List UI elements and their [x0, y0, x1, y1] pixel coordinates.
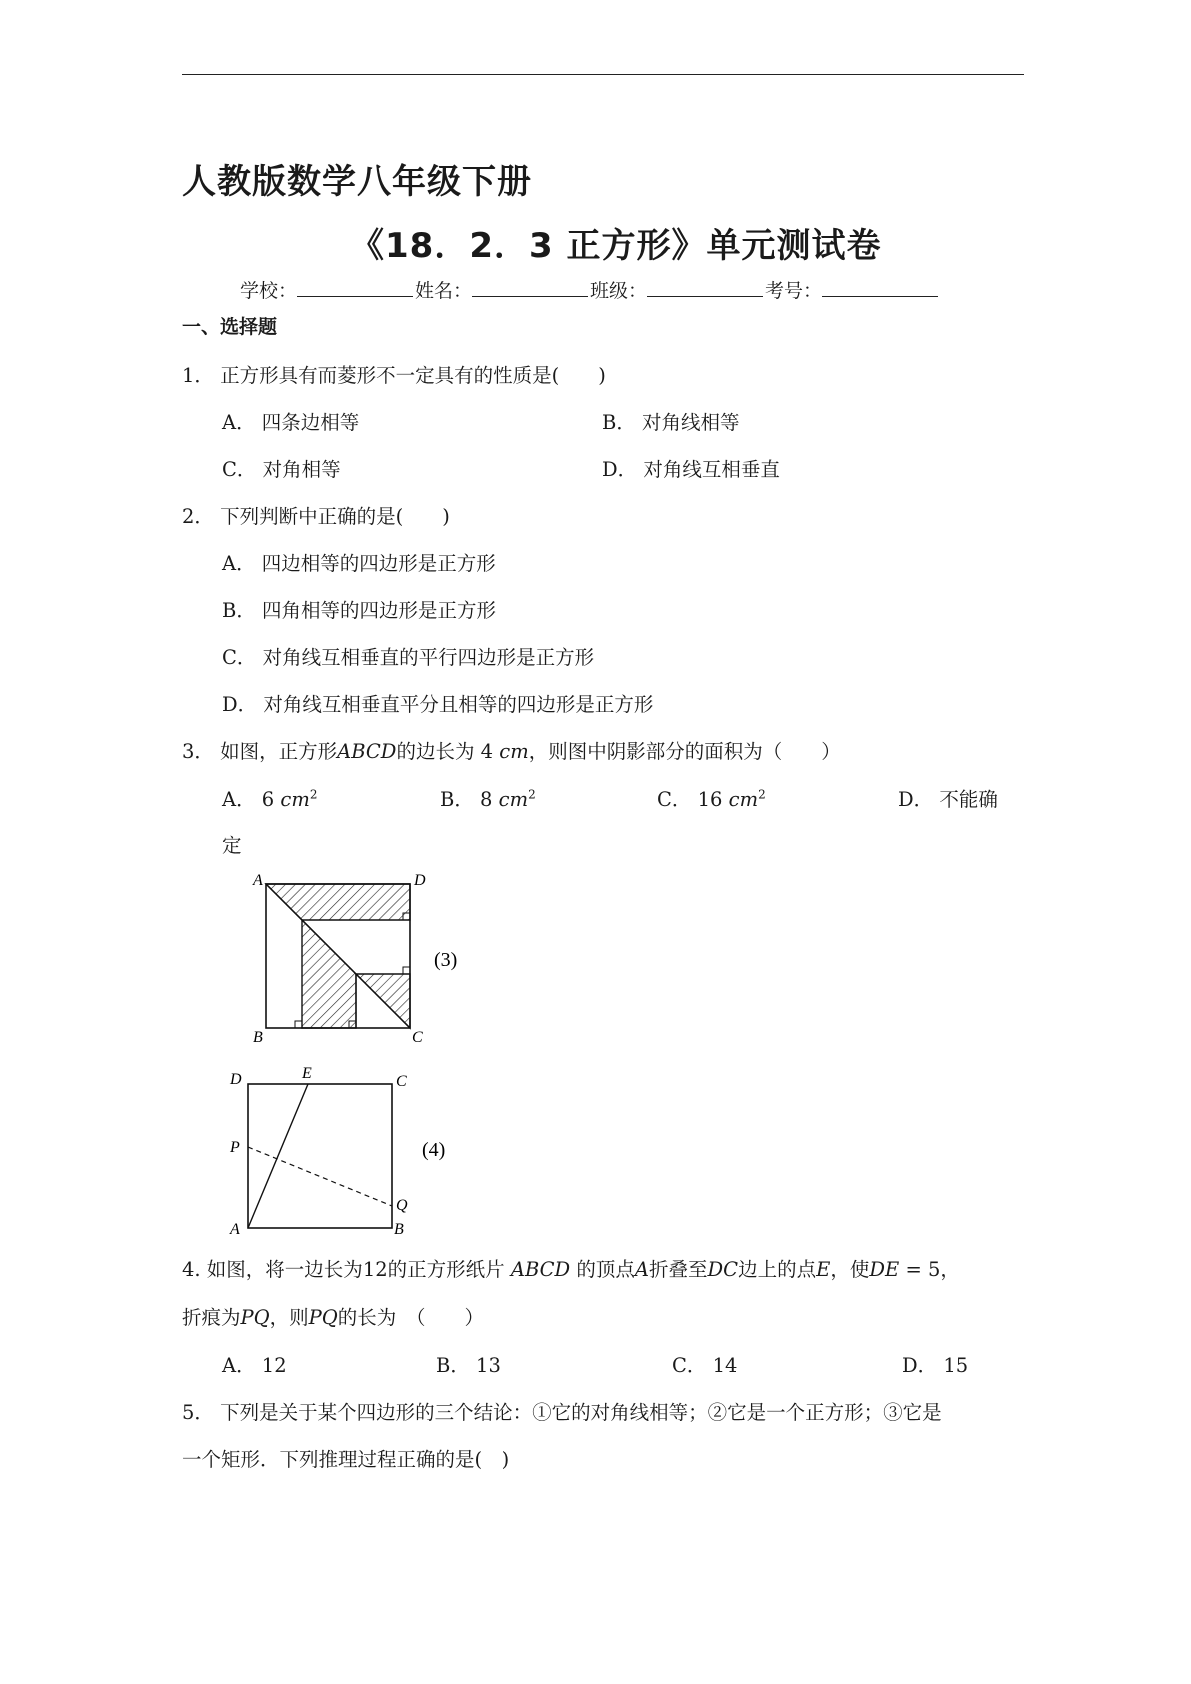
fig3-caption: (3) — [434, 949, 458, 971]
q4-text-1: 4. 如图，将一边长为 — [182, 1258, 363, 1281]
page-title: 人教版数学八年级下册 — [182, 162, 532, 202]
q1-option-b: B． 对角线相等 — [602, 411, 740, 434]
q1-option-c: C． 对角相等 — [222, 458, 341, 481]
q4-option-a-val: 12 — [261, 1354, 287, 1377]
q5-stem-line2: 一个矩形．下列推理过程正确的是( ) — [182, 1448, 510, 1471]
q4-text-6: ，使 — [830, 1258, 870, 1281]
q3-option-c-num: 16 — [697, 788, 723, 811]
page-subtitle: 《18．2．3 正方形》单元测试卷 — [350, 226, 882, 266]
q4-point-a: A — [634, 1258, 650, 1281]
q3-option-a-num: 6 — [261, 788, 275, 811]
q4-dc: DC — [707, 1258, 739, 1281]
q4-text-2: 的正方形纸片 — [387, 1258, 505, 1281]
fig4-label-b: B — [394, 1221, 404, 1238]
q4-pq-2: PQ — [308, 1306, 338, 1329]
fig3-label-c: C — [412, 1029, 423, 1046]
q3-option-b-unit: cm — [498, 788, 529, 811]
q4-option-a-label: A． — [222, 1354, 256, 1377]
q4-option-c-label: C． — [672, 1354, 707, 1377]
q3-stem — [182, 736, 841, 764]
fig4-label-a: A — [230, 1221, 240, 1238]
q4-option-c — [672, 1350, 737, 1378]
q1-option-d: D． 对角线互相垂直 — [602, 458, 780, 481]
section-heading: 一、选择题 — [182, 316, 278, 338]
q4-text-7: 折痕为 — [182, 1306, 241, 1329]
q3-option-c-sup: 2 — [758, 787, 766, 802]
q3-option-b-label: B． — [440, 788, 474, 811]
figure-4 — [222, 1062, 462, 1238]
q4-option-a — [222, 1350, 287, 1378]
q4-text-4: 折叠至 — [649, 1258, 708, 1281]
exam-no-label: 考号： — [765, 280, 823, 302]
fig3-label-b: B — [253, 1029, 263, 1046]
q3-option-b-num: 8 — [480, 788, 493, 811]
q5-stem-line1: 5． 下列是关于某个四边形的三个结论：①它的对角线相等；②它是一个正方形；③它是 — [182, 1401, 942, 1424]
q4-stem-line2 — [182, 1302, 484, 1330]
fig4-label-c: C — [396, 1073, 407, 1090]
q2-option-d: D． 对角线互相垂直平分且相等的四边形是正方形 — [222, 693, 654, 716]
q3-side-num: 4 — [480, 740, 494, 763]
fig3-label-d: D — [414, 872, 426, 889]
fig4-label-e: E — [302, 1065, 312, 1082]
q4-abcd: ABCD — [510, 1258, 571, 1281]
q3-option-a-unit: cm — [280, 788, 310, 811]
q4-pq: PQ — [240, 1306, 270, 1329]
q3-option-a-sup: 2 — [309, 787, 318, 802]
q3-option-b — [440, 784, 536, 812]
figure-3 — [240, 870, 470, 1050]
q3-option-b-sup: 2 — [528, 787, 536, 802]
q4-text-5: 边上的点 — [738, 1258, 817, 1281]
q3-option-d: D． 不能确 — [898, 788, 998, 811]
q2-option-b: B． 四角相等的四边形是正方形 — [222, 599, 497, 622]
class-blank[interactable] — [647, 278, 763, 297]
q4-option-b-val: 13 — [476, 1354, 501, 1377]
q4-num-12: 12 — [362, 1258, 388, 1281]
name-blank[interactable] — [472, 278, 588, 297]
fig3-right-angle-2 — [403, 967, 410, 974]
q4-option-d-label: D． — [902, 1354, 938, 1377]
fig4-square — [248, 1084, 392, 1228]
school-blank[interactable] — [297, 278, 413, 297]
q3-option-c-unit: cm — [728, 788, 759, 811]
q2-option-c: C． 对角线互相垂直的平行四边形是正方形 — [222, 646, 595, 669]
fig4-label-q: Q — [396, 1197, 408, 1214]
header-rule — [182, 74, 1024, 75]
fig3-shade-right — [356, 974, 410, 1028]
q3-stem-post: ，则图中阴影部分的面积为（ ） — [528, 740, 841, 763]
q3-option-c — [657, 784, 766, 812]
q2-option-a: A． 四边相等的四边形是正方形 — [222, 552, 496, 575]
q4-text-9: 的长为 （ ） — [337, 1306, 485, 1329]
fig4-segment-ae — [248, 1084, 308, 1228]
fig3-shade-top — [266, 884, 410, 920]
q3-option-c-label: C． — [657, 788, 692, 811]
fig4-caption: (4) — [422, 1139, 446, 1161]
q4-option-b — [436, 1350, 501, 1378]
student-info-line — [240, 276, 940, 303]
fig4-label-p: P — [230, 1139, 240, 1156]
q1-stem: 1． 正方形具有而菱形不一定具有的性质是( ) — [182, 364, 606, 387]
q1-option-a: A． 四条边相等 — [222, 411, 360, 434]
fig3-label-a: A — [253, 872, 263, 889]
q4-de: DE — [869, 1258, 900, 1281]
q2-stem: 2． 下列判断中正确的是( ) — [182, 505, 450, 528]
q3-stem-pre: 3． 如图，正方形 — [182, 740, 338, 763]
q4-stem-line1 — [182, 1254, 960, 1282]
q4-point-e: E — [816, 1258, 831, 1281]
q3-option-a — [222, 784, 317, 812]
q3-option-a-label: A． — [222, 788, 256, 811]
name-label: 姓名： — [415, 280, 473, 302]
q4-option-b-label: B． — [436, 1354, 470, 1377]
class-label: 班级： — [590, 280, 648, 302]
exam-no-blank[interactable] — [822, 278, 938, 297]
q4-eq: = 5， — [905, 1258, 960, 1281]
q4-option-d — [902, 1350, 968, 1378]
fig3-shade-left — [302, 920, 356, 1028]
q3-unit: cm — [499, 740, 529, 763]
q4-text-8: ，则 — [269, 1306, 309, 1329]
q3-abcd: ABCD — [337, 740, 397, 763]
q4-text-3: 的顶点 — [576, 1258, 635, 1281]
fig3-right-angle-3 — [295, 1021, 302, 1028]
fig4-label-d: D — [230, 1071, 242, 1088]
school-label: 学校： — [240, 280, 298, 302]
q3-stem-mid: 的边长为 — [396, 740, 475, 763]
q4-option-c-val: 14 — [712, 1354, 738, 1377]
q3-option-d-cont: 定 — [222, 834, 242, 857]
q4-option-d-val: 15 — [943, 1354, 969, 1377]
